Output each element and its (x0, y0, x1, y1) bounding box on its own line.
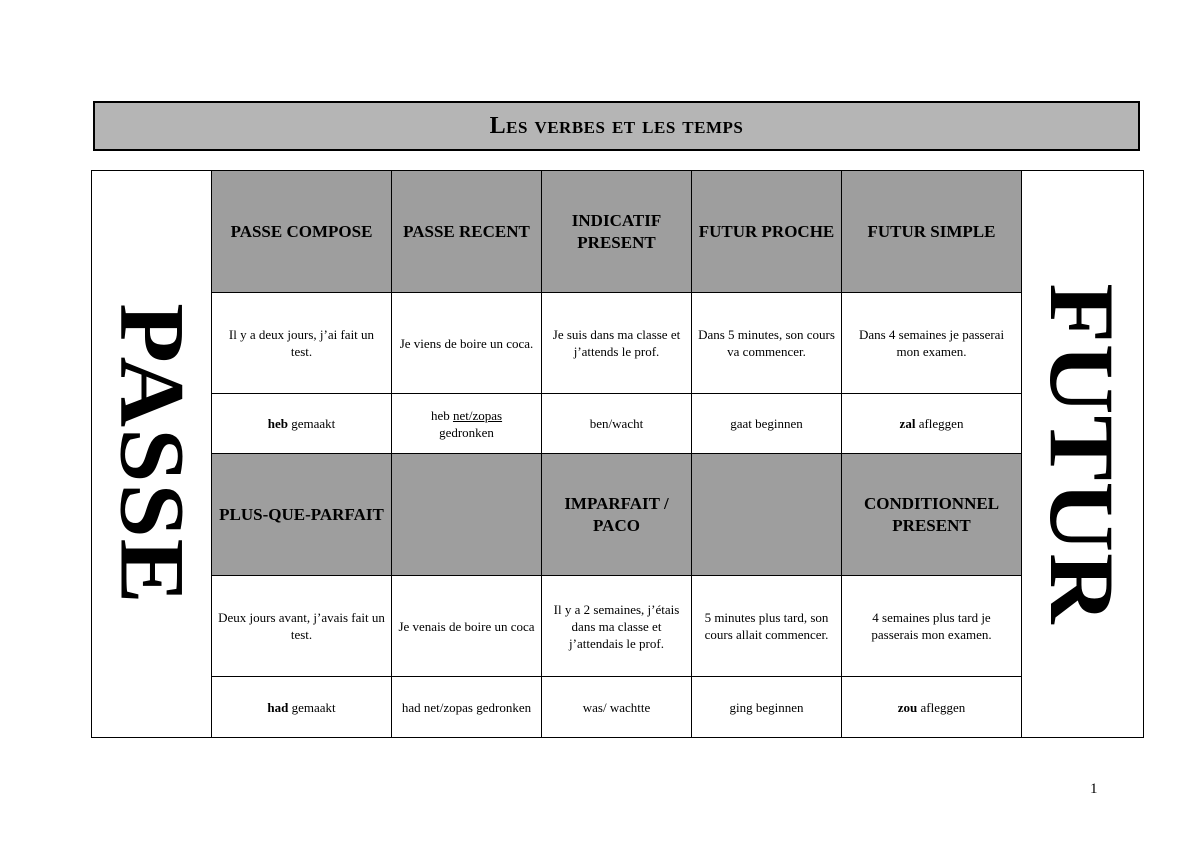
past-column (92, 171, 212, 738)
tense-empty-1 (392, 454, 542, 576)
example-venir-imparfait: Je venais de boire un coca (392, 576, 542, 677)
future-label: FUTUR (1031, 283, 1134, 625)
example-indicatif-present: Je suis dans ma classe et j’attends le prof. (542, 293, 692, 394)
example-futur-simple: Dans 4 semaines je passerai mon examen. (842, 293, 1022, 394)
dutch-futur-simple (842, 394, 1022, 454)
example-row-1 (92, 293, 1144, 394)
dutch-post: gedronken (439, 424, 494, 440)
dutch-venir-imparfait: had net/zopas gedronken (392, 677, 542, 738)
dutch-rest: gemaakt (288, 699, 336, 715)
example-passe-recent: Je viens de boire un coca. (392, 293, 542, 394)
tense-conditionnel-present: CONDITIONNEL PRESENT (842, 454, 1022, 576)
dutch-aux: had (267, 699, 289, 715)
page-number: 1 (1090, 781, 1098, 797)
dutch-aux: heb (267, 416, 288, 431)
tenses-table (91, 170, 1144, 738)
example-passe-compose: Il y a deux jours, j’ai fait un test. (212, 293, 392, 394)
dutch-aux: zal (899, 416, 916, 431)
dutch-aller-imparfait: ging beginnen (692, 677, 842, 738)
tense-passe-compose: PASSE COMPOSE (212, 171, 392, 293)
example-imparfait: Il y a 2 semaines, j’étais dans ma classe et j’attendais le prof. (542, 576, 692, 677)
dutch-rest: afleggen (917, 699, 966, 715)
header-row-1 (92, 171, 1144, 293)
page-title: Les verbes et les temps (489, 112, 744, 139)
dutch-row-1 (92, 394, 1144, 454)
example-conditionnel: 4 semaines plus tard je passerais mon examen. (842, 576, 1022, 677)
dutch-plus-que-parfait (212, 677, 392, 738)
tense-passe-recent: PASSE RECENT (392, 171, 542, 293)
tense-indicatif-present: INDICATIF PRESENT (542, 171, 692, 293)
example-aller-imparfait: 5 minutes plus tard, son cours allait commencer. (692, 576, 842, 677)
dutch-rest: gemaakt (287, 416, 336, 431)
dutch-rest: afleggen (915, 416, 964, 431)
tense-futur-simple: FUTUR SIMPLE (842, 171, 1022, 293)
dutch-passe-recent (392, 394, 542, 454)
tense-futur-proche: FUTUR PROCHE (692, 171, 842, 293)
future-column (1022, 171, 1144, 738)
example-row-2 (92, 576, 1144, 677)
dutch-aux: zou (897, 699, 918, 715)
tense-empty-2 (692, 454, 842, 576)
example-futur-proche: Dans 5 minutes, son cours va commencer. (692, 293, 842, 394)
example-plus-que-parfait: Deux jours avant, j’avais fait un test. (212, 576, 392, 677)
dutch-imparfait: was/ wachtte (542, 677, 692, 738)
dutch-conditionnel (842, 677, 1022, 738)
dutch-indicatif-present: ben/wacht (542, 394, 692, 454)
dutch-pre: heb (430, 407, 453, 423)
tense-plus-que-parfait: PLUS-QUE-PARFAIT (212, 454, 392, 576)
title-banner (93, 101, 1140, 151)
dutch-row-2 (92, 677, 1144, 738)
dutch-passe-compose (212, 394, 392, 454)
dutch-underlined: net/zopas (452, 407, 503, 423)
tense-imparfait: IMPARFAIT / PACO (542, 454, 692, 576)
header-row-2 (92, 454, 1144, 576)
past-label: PASSE (101, 303, 204, 605)
dutch-futur-proche: gaat beginnen (692, 394, 842, 454)
